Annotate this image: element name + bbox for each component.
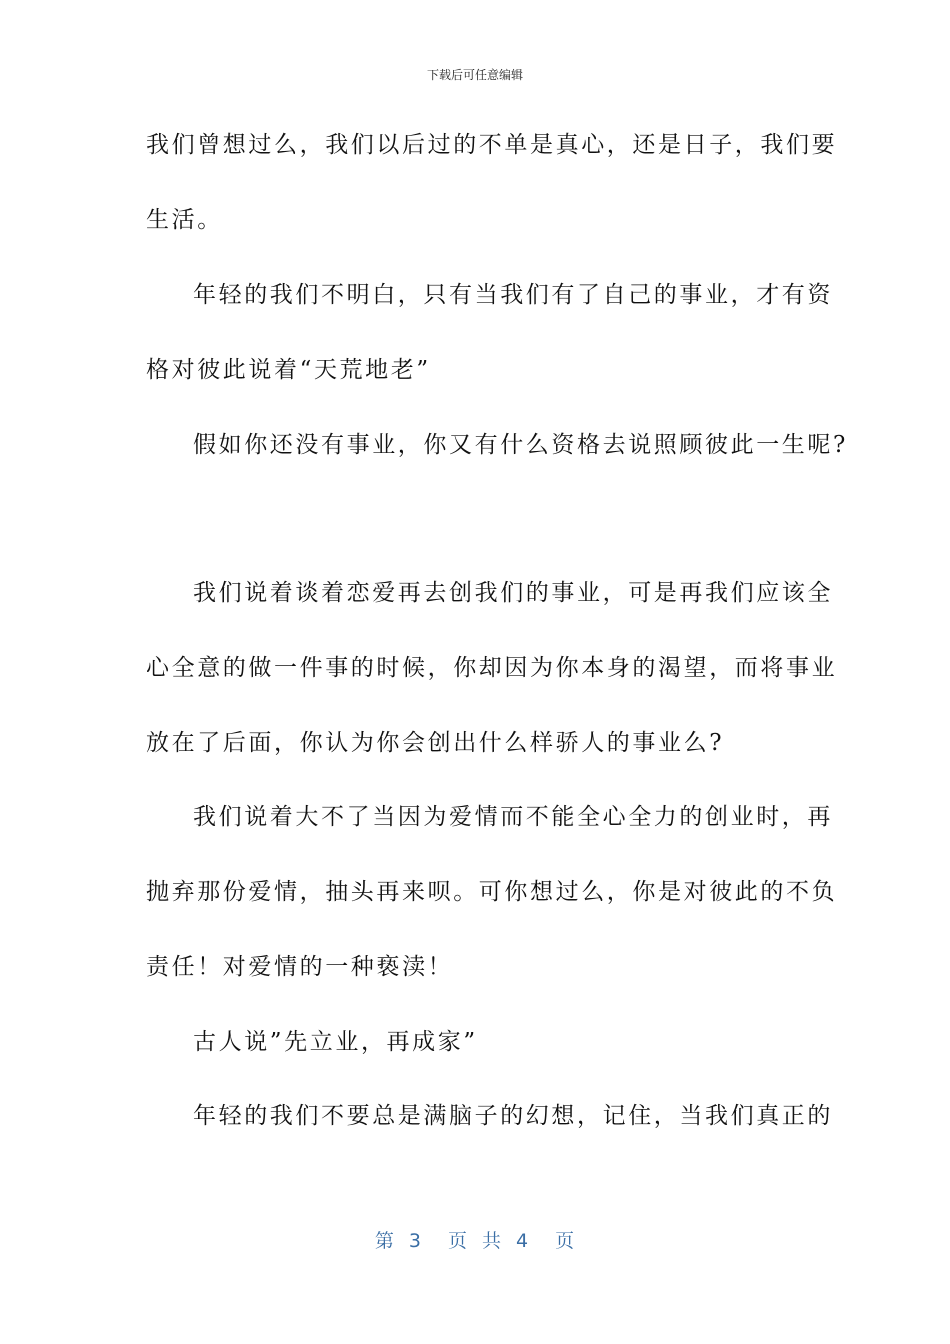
text-line: 假如你还没有事业，你又有什么资格去说照顾彼此一生呢? [193, 432, 848, 458]
text-line: 心全意的做一件事的时候，你却因为你本身的渴望，而将事业 [146, 655, 838, 681]
total-label: 共 [482, 1230, 503, 1252]
page-number: 3 [408, 1230, 422, 1252]
page-unit: 页 [447, 1230, 468, 1252]
page-header: 下载后可任意编辑 [426, 68, 523, 82]
total-pages: 4 [516, 1230, 530, 1252]
text-line: 年轻的我们不明白，只有当我们有了自己的事业，才有资 [193, 282, 833, 308]
text-line: 年轻的我们不要总是满脑子的幻想，记住，当我们真正的 [193, 1103, 833, 1129]
text-line: 抛弃那份爱情，抽头再来呗。可你想过么，你是对彼此的不负 [146, 879, 838, 905]
page-footer [0, 1226, 950, 1253]
page-label: 第 [374, 1230, 395, 1252]
text-line: 格对彼此说着“天荒地老” [146, 357, 431, 383]
text-line: 我们说着大不了当因为爱情而不能全心全力的创业时，再 [193, 804, 833, 830]
text-line: 放在了后面，你认为你会创出什么样骄人的事业么? [146, 730, 725, 756]
text-line: 责任！对爱情的一种亵渎！ [146, 954, 454, 980]
text-line: 我们说着谈着恋爱再去创我们的事业，可是再我们应该全 [193, 580, 833, 606]
text-line: 古人说”先立业，再成家” [193, 1029, 478, 1055]
text-line: 我们曾想过么，我们以后过的不单是真心，还是日子，我们要 [146, 132, 838, 158]
total-unit: 页 [555, 1230, 576, 1252]
text-line: 生活。 [146, 207, 223, 233]
